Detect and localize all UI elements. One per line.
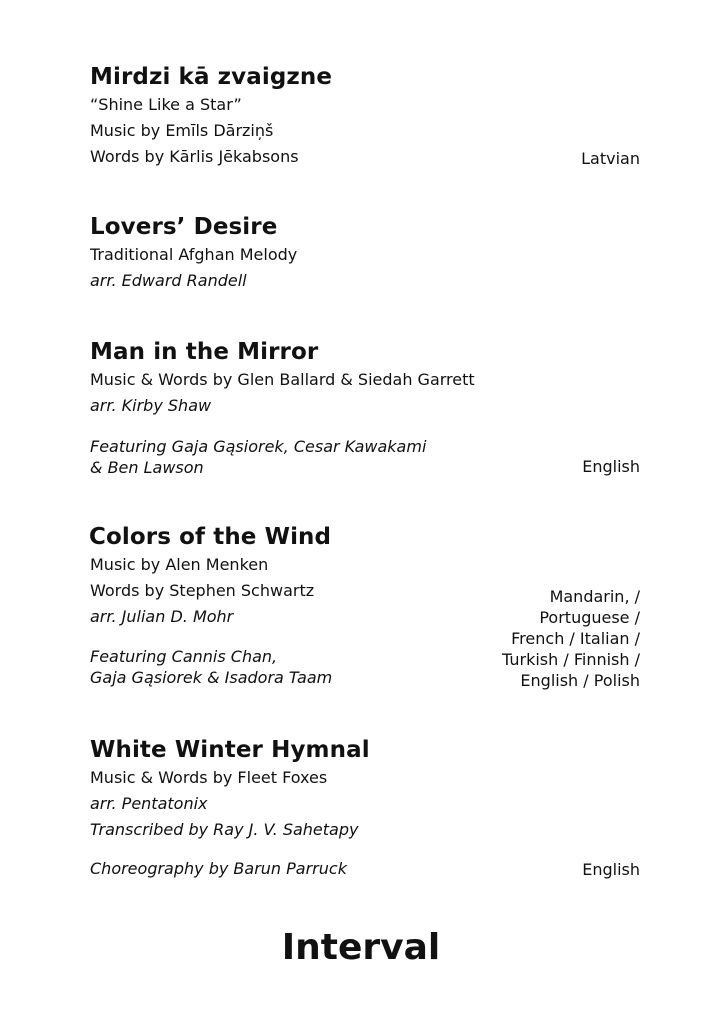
piece-arranger: arr. Pentatonix (90, 794, 208, 813)
piece-music-credit: Music by Emīls Dārziņš (90, 121, 274, 140)
piece-language: Latvian (581, 149, 640, 168)
piece-mirdzi-ka-zvaigzne (90, 62, 640, 172)
piece-featuring-line2: Gaja Gąsiorek & Isadora Taam (90, 668, 333, 687)
piece-transcriber: Transcribed by Ray J. V. Sahetapy (90, 820, 359, 839)
piece-title: Man in the Mirror (90, 339, 319, 365)
piece-language: English (582, 860, 640, 879)
language-line: Mandarin, / (549, 587, 640, 606)
piece-colors-of-the-wind (90, 522, 640, 692)
language-line: Portuguese / (539, 608, 640, 627)
language-line: English / Polish (520, 671, 640, 690)
piece-languages (502, 586, 640, 691)
language-line: Turkish / Finnish / (502, 650, 640, 669)
piece-featuring-line1: Featuring Cannis Chan, (90, 647, 278, 666)
piece-title: Mirdzi kā zvaigzne (90, 64, 333, 90)
piece-white-winter-hymnal (90, 735, 640, 885)
piece-arranger: arr. Kirby Shaw (90, 396, 212, 415)
piece-title: Lovers’ Desire (90, 214, 278, 240)
piece-arranger: arr. Julian D. Mohr (90, 607, 234, 626)
piece-featuring-line2: & Ben Lawson (90, 458, 204, 477)
piece-featuring-line1: Featuring Gaja Gąsiorek, Cesar Kawakami (90, 437, 427, 456)
spacer (90, 419, 640, 436)
piece-credits: Music & Words by Fleet Foxes (90, 768, 328, 787)
language-line: French / Italian / (511, 629, 640, 648)
piece-subtitle: “Shine Like a Star” (90, 95, 242, 114)
piece-title: White Winter Hymnal (90, 737, 370, 763)
piece-words-credit: Words by Stephen Schwartz (90, 581, 315, 600)
piece-music-credit: Music by Alen Menken (90, 555, 269, 574)
spacer (90, 843, 640, 858)
interval-heading: Interval (281, 927, 441, 968)
piece-origin: Traditional Afghan Melody (90, 245, 298, 264)
piece-title: Colors of the Wind (89, 524, 332, 550)
piece-choreography: Choreography by Barun Parruck (90, 859, 347, 878)
piece-arranger: arr. Edward Randell (90, 271, 247, 290)
piece-lovers-desire (90, 212, 640, 296)
piece-words-credit: Words by Kārlis Jēkabsons (90, 147, 299, 166)
piece-language: English (582, 457, 640, 476)
piece-credits: Music & Words by Glen Ballard & Siedah Garrett (90, 370, 475, 389)
piece-man-in-the-mirror (90, 337, 640, 482)
